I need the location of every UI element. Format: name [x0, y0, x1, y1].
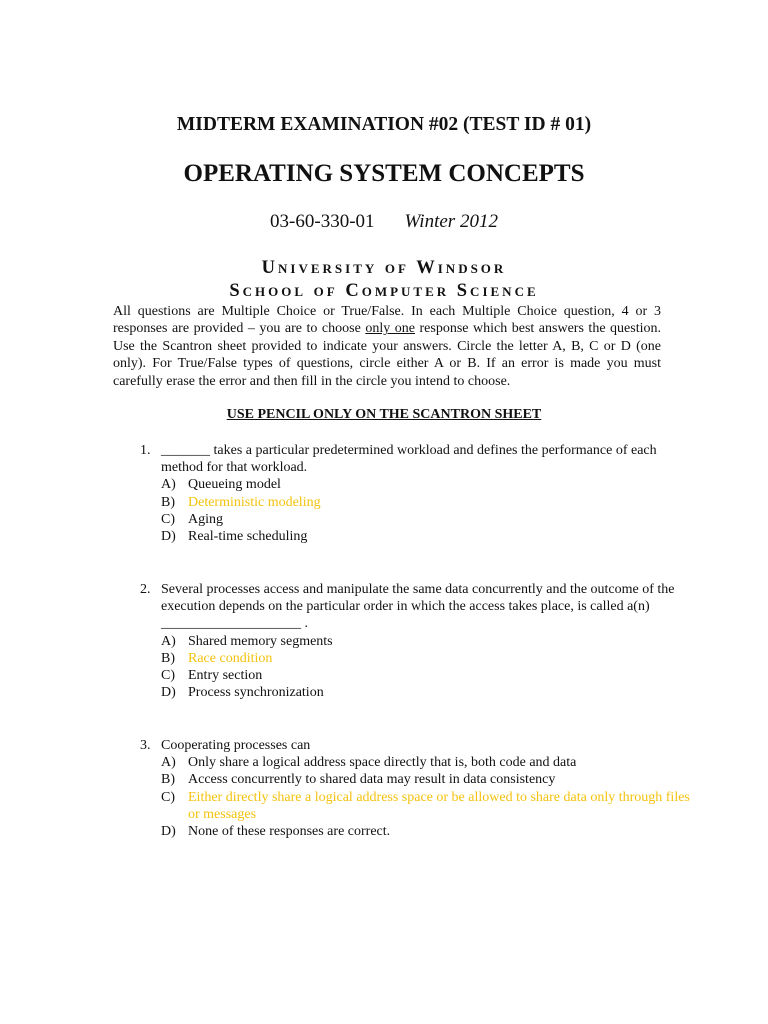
option-letter: D): [161, 824, 176, 840]
option-text: Aging: [188, 511, 223, 527]
option-letter: B): [161, 650, 175, 666]
option-c: [161, 789, 700, 823]
term: Winter 2012: [404, 211, 498, 232]
question-stem: [140, 737, 700, 754]
option-text: Access concurrently to shared data may result in data consistency: [188, 772, 556, 788]
option-text: Queueing model: [188, 477, 281, 493]
question-stem: [140, 442, 700, 476]
school-name: School of Computer Science: [229, 281, 539, 301]
option-letter: A): [161, 633, 176, 649]
question-number: 1.: [140, 443, 151, 458]
option-text: Entry section: [188, 668, 263, 684]
question-1: [140, 442, 700, 545]
option-text-correct: Either directly share a logical address space or be allowed to share data only through files or messages: [188, 789, 690, 822]
option-letter: A): [161, 477, 176, 493]
question-text: _______ takes a particular predetermined workload and defines the performance of each method for that workload.: [161, 443, 657, 476]
option-text: Real-time scheduling: [188, 529, 308, 545]
exam-title: MIDTERM EXAMINATION #02 (TEST ID # 01): [176, 114, 592, 135]
option-letter: C): [161, 511, 175, 527]
university-name: University of Windsor: [261, 258, 507, 278]
option-letter: C): [161, 668, 175, 684]
question-3: [140, 737, 700, 840]
course-title: OPERATING SYSTEM CONCEPTS: [183, 160, 585, 187]
question-text: Several processes access and manipulate the same data concurrently and the outcome of the execution depends on the particular order in which the access takes place, is called a(n) ____________________ .: [161, 582, 675, 632]
option-text: Shared memory segments: [188, 633, 333, 649]
instructions: [113, 303, 661, 390]
option-c: [161, 511, 700, 528]
option-d: [161, 528, 700, 545]
question-stem: [140, 581, 700, 633]
option-letter: D): [161, 685, 176, 701]
option-b: [161, 494, 700, 511]
question-text: Cooperating processes can: [161, 738, 311, 753]
question-2: [140, 581, 700, 701]
option-d: [161, 823, 700, 840]
option-a: [161, 754, 700, 771]
option-text: None of these responses are correct.: [188, 824, 391, 840]
option-letter: D): [161, 529, 176, 545]
option-b: [161, 771, 700, 788]
instructions-part2: response which best answers the question. Use the Scantron sheet provided to indicate your answers. Circle the letter A, B, C or D (one only). For True/False types of questions, circle either A or B. If an error is made you must carefully erase the error and then fill in the circle you intend to choose.: [113, 321, 661, 389]
option-letter: A): [161, 755, 176, 771]
question-number: 2.: [140, 582, 151, 597]
option-text: Only share a logical address space directly that is, both code and data: [188, 755, 577, 771]
option-d: [161, 684, 700, 701]
question-number: 3.: [140, 738, 151, 753]
option-c: [161, 667, 700, 684]
option-text-correct: Deterministic modeling: [188, 494, 321, 510]
instructions-emphasis: only one: [365, 321, 415, 337]
option-b: [161, 650, 700, 667]
option-letter: B): [161, 494, 175, 510]
course-code: 03-60-330-01: [270, 211, 375, 232]
course-info: [0, 211, 768, 233]
option-letter: C): [161, 789, 175, 805]
option-text-correct: Race condition: [188, 650, 273, 666]
option-a: [161, 476, 700, 493]
option-letter: B): [161, 772, 175, 788]
pencil-note: USE PENCIL ONLY ON THE SCANTRON SHEET: [226, 407, 542, 422]
option-a: [161, 633, 700, 650]
instructions-part1: All questions are Multiple Choice or True/False. In each Multiple Choice question, 4 or 3 responses are provided – you are to choose: [113, 304, 661, 337]
option-text: Process synchronization: [188, 685, 324, 701]
